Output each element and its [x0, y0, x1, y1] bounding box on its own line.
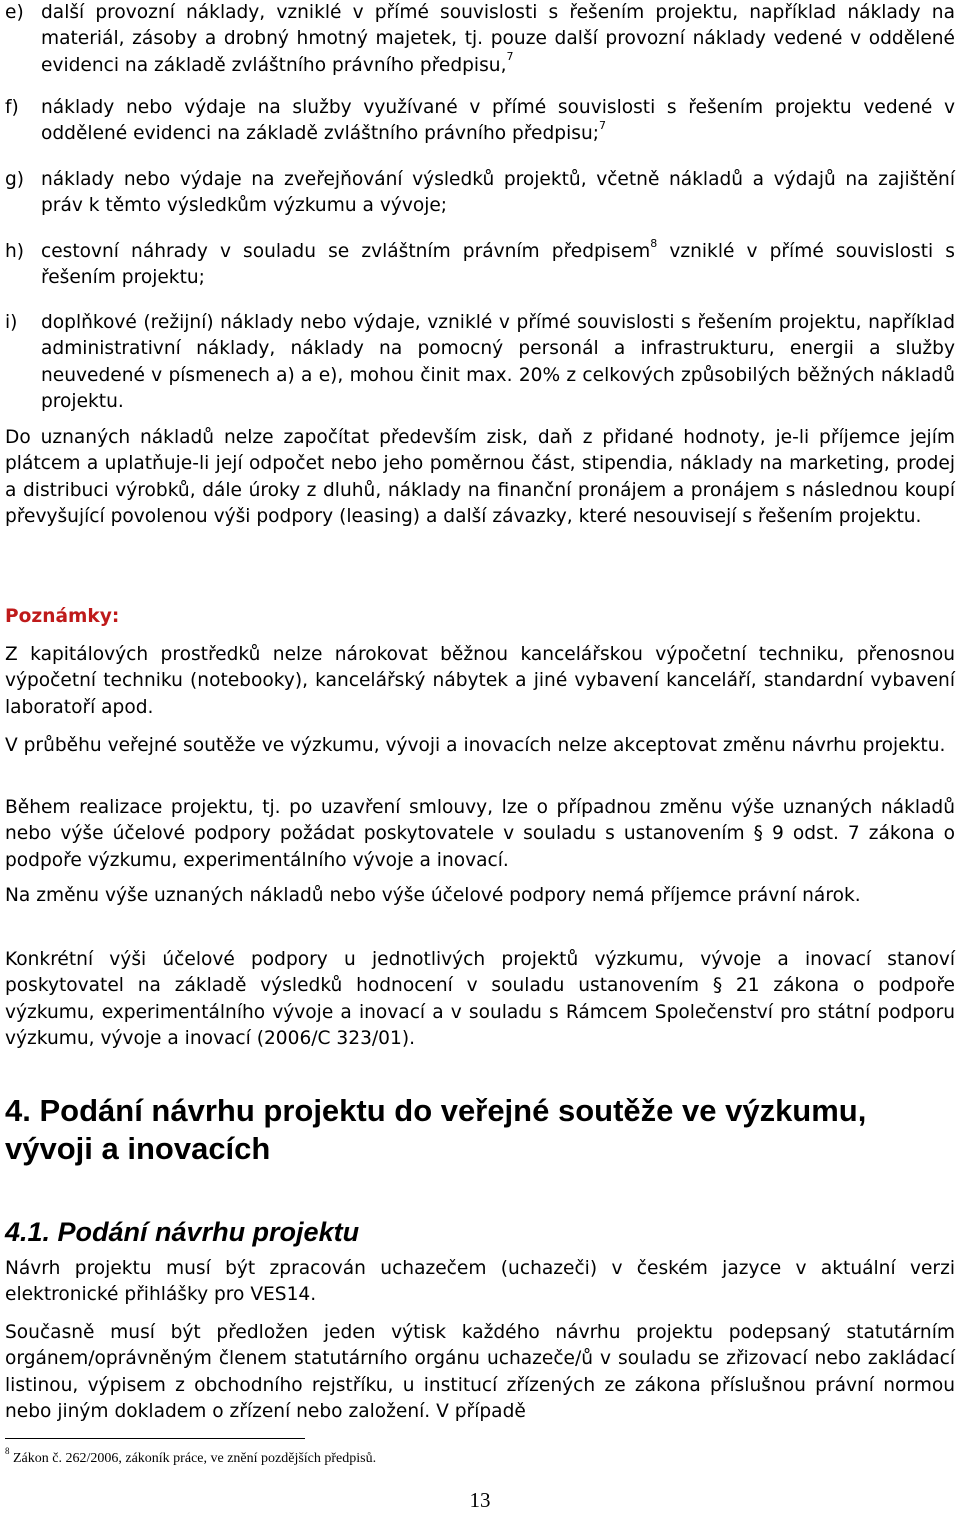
list-item-text-main: další provozní náklady, vzniklé v přímé souvislosti s řešením projektu, například náklady na materiál, zásoby a drobný hmotný majetek, tj. pouze další provozní náklady vedené v oddělené evidenci na základě zvláštního právního předpisu,: [41, 2, 955, 76]
notes-heading: Poznámky:: [5, 606, 120, 627]
footnote-separator: [5, 1438, 305, 1439]
list-item-label: h): [5, 241, 25, 262]
list-item-text-rest: vzniklé v přímé souvislosti s řešením projektu;: [41, 241, 955, 289]
list-item-g: [5, 167, 955, 220]
footnote-text: Zákon č. 262/2006, zákoník práce, ve znění pozdějších předpisů.: [9, 1451, 377, 1466]
list-item-text: [41, 236, 955, 292]
note-paragraph: Z kapitálových prostředků nelze nárokovat běžnou kancelářskou výpočetní techniku, přenosnou výpočetní techniku (notebooky), kancelářský nábytek a jiné vybavení kanceláří, standardní vybavení laboratoří apod.: [5, 644, 955, 718]
list-item-h: [5, 236, 955, 292]
footnote: [5, 1446, 377, 1468]
note-paragraph: Během realizace projektu, tj. po uzavření smlouvy, lze o případnou změnu výše uznaných nákladů nebo výše účelové podpory požádat poskytovatele v souladu s ustanovením § 9 odst. 7 zákona o podpoře výzkumu, experimentálního vývoje a inovací.: [5, 797, 955, 871]
ineligible-costs-paragraph: Do uznaných nákladů nelze započítat především zisk, daň z přidané hodnoty, je-li příjemce jejím plátcem a uplatňuje-li její odpočet nebo jeho poměrnou část, stipendia, náklady na marketing, prodej a distribuci výrobků, dále úroky z dluhů, náklady na finanční pronájem a pronájem s následnou koupí převyšující povolenou výši podpory (leasing) a další závazky, které nesouvisejí s řešením projektu.: [5, 427, 955, 527]
subsection-paragraph: Současně musí být předložen jeden výtisk každého návrhu projektu podepsaný statutárním orgánem/oprávněným členem statutárního orgánu uchazeče/ů v souladu se zřizovací nebo zakládací listinou, výpisem z obchodního rejstříku, u institucí zřízených ze zákona příslušnou právní normou nebo jiným dokladem o zřízení nebo založení. V případě: [5, 1322, 955, 1422]
note-paragraph: V průběhu veřejné soutěže ve výzkumu, vývoji a inovacích nelze akceptovat změnu návrhu projektu.: [5, 735, 946, 756]
list-item-text: [41, 95, 955, 148]
subsection-heading: 4.1. Podání návrhu projektu: [5, 1217, 360, 1247]
list-item-text: náklady nebo výdaje na zveřejňování výsledků projektů, včetně nákladů a výdajů na zajištění práv k těmto výsledkům výzkumu a vývoje;: [41, 169, 955, 217]
section-heading: 4. Podání návrhu projektu do veřejné soutěže ve výzkumu, vývoji a inovacích: [5, 1093, 867, 1166]
page-number: 13: [469, 1488, 491, 1512]
list-item-label: g): [5, 169, 25, 190]
list-item-i: [5, 310, 955, 415]
footnote-reference: 7: [506, 50, 514, 64]
footnote-reference: 7: [599, 119, 606, 133]
note-paragraph: Na změnu výše uznaných nákladů nebo výše účelové podpory nemá příjemce právní nárok.: [5, 885, 861, 906]
list-item-label: i): [5, 312, 18, 333]
list-item-label: e): [5, 2, 24, 23]
list-item-label: f): [5, 97, 19, 118]
list-item-f: [5, 95, 955, 148]
footnote-number: 8: [5, 1446, 10, 1457]
subsection-paragraph: Návrh projektu musí být zpracován uchazečem (uchazeči) v českém jazyce v aktuální verzi elektronické přihlášky pro VES14.: [5, 1258, 955, 1306]
footnote-reference: 8: [650, 236, 658, 250]
list-item-text-main: náklady nebo výdaje na služby využívané v přímé souvislosti s řešením projektu vedené v oddělené evidenci na základě zvláštního právního předpisu;: [41, 97, 955, 145]
list-item-text: [41, 0, 955, 79]
list-item-text: doplňkové (režijní) náklady nebo výdaje, vzniklé v přímé souvislosti s řešením projektu, například administrativní náklady, náklady na pomocný personál a infrastrukturu, energii a služby neuvedené v písmenech a) a e), mohou činit max. 20% z celkových způsobilých běžných nákladů projektu.: [41, 312, 955, 412]
note-paragraph: Konkrétní výši účelové podpory u jednotlivých projektů výzkumu, vývoje a inovací stanoví poskytovatel na základě výsledků hodnocení v souladu ustanovením § 21 zákona o podpoře výzkumu, experimentálního vývoje a inovací a v souladu s Rámcem Společenství pro státní podporu výzkumu, vývoje a inovací (2006/C 323/01).: [5, 949, 955, 1049]
list-item-text-main: cestovní náhrady v souladu se zvláštním právním předpisem: [41, 241, 651, 262]
list-item-e: [5, 0, 955, 79]
